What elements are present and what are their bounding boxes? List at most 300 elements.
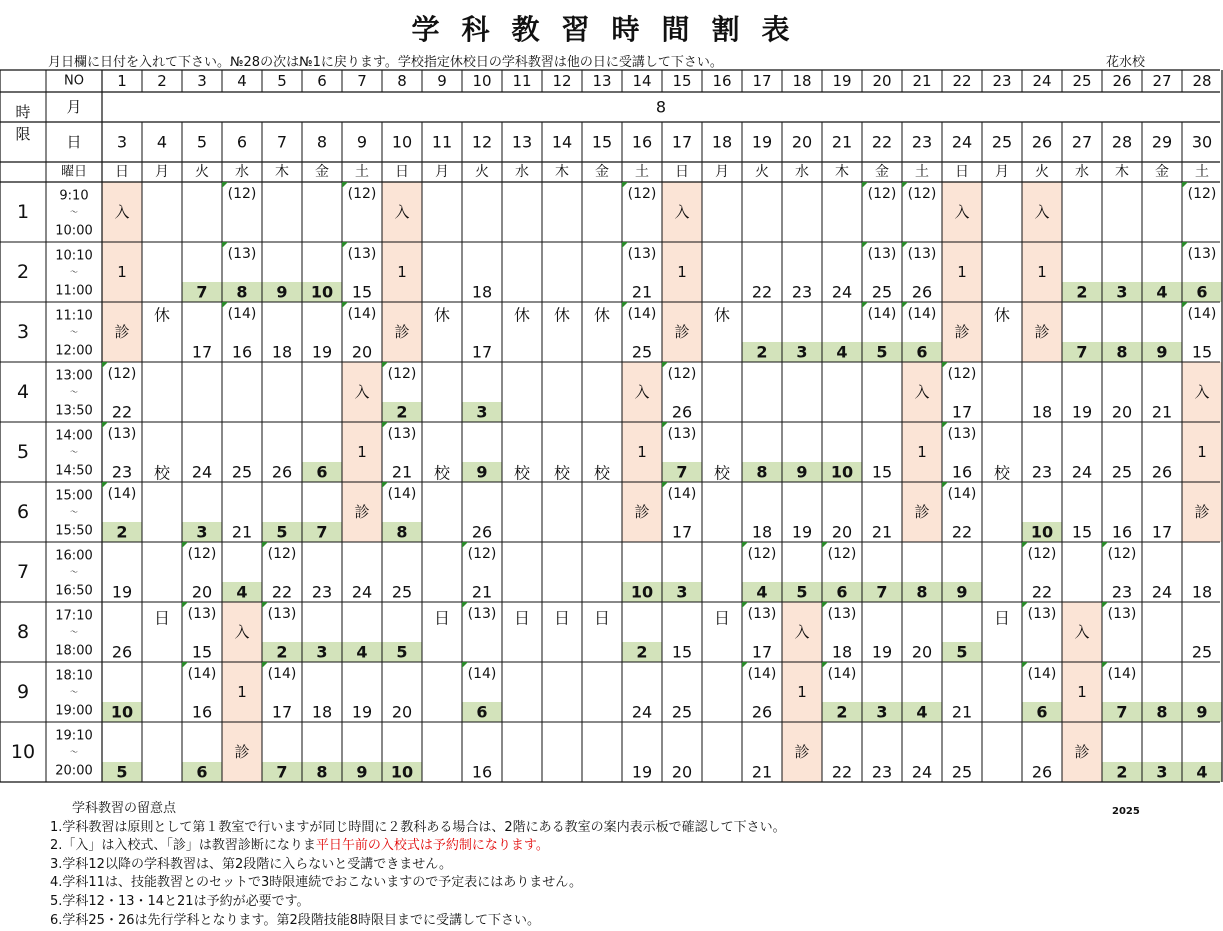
orientation-text: 1: [397, 263, 407, 281]
class-number: 9: [956, 582, 968, 602]
period-number: 8: [16, 621, 30, 643]
page-title: 学科教習時間割表: [411, 13, 812, 46]
class-number: 6: [316, 462, 328, 482]
date-value: 27: [1071, 132, 1093, 152]
column-number: 26: [1112, 72, 1132, 90]
class-number: 17: [671, 522, 693, 542]
reservation-mark: (14): [1107, 666, 1137, 682]
reservation-mark: (13): [907, 246, 937, 262]
reservation-mark: (14): [267, 666, 297, 682]
period-end: 20:00: [55, 763, 93, 779]
period-tilde: ～: [70, 327, 78, 337]
class-number: 6: [196, 762, 208, 782]
weekday-value: 日: [955, 164, 969, 180]
reservation-mark: (12): [467, 546, 497, 562]
period-tilde: ～: [70, 447, 78, 457]
class-number: 19: [791, 522, 813, 542]
period-end: 13:50: [55, 403, 93, 419]
reservation-mark: (12): [867, 186, 897, 202]
class-number: 2: [636, 642, 648, 662]
class-number: 2: [1116, 762, 1128, 782]
reservation-mark: (13): [627, 246, 657, 262]
date-value: 6: [236, 132, 248, 152]
class-number: 18: [1031, 402, 1053, 422]
column-number: 19: [832, 72, 852, 90]
weekday-value: 日: [115, 164, 129, 180]
holiday-text: 校: [713, 463, 731, 483]
column-number: 12: [552, 72, 572, 90]
class-number: 26: [1151, 462, 1173, 482]
class-number: 22: [1031, 582, 1053, 602]
weekday-value: 金: [595, 164, 609, 180]
holiday-text: 日: [153, 608, 171, 628]
period-end: 12:00: [55, 343, 93, 359]
orientation-text: 入: [1074, 623, 1090, 641]
orientation-text: 診: [1074, 743, 1090, 761]
reservation-mark: (12): [667, 366, 697, 382]
weekday-value: 水: [235, 164, 249, 180]
column-number: 17: [752, 72, 772, 90]
class-number: 17: [1151, 522, 1173, 542]
class-number: 21: [391, 462, 413, 482]
class-number: 21: [231, 522, 253, 542]
date-value: 26: [1031, 132, 1053, 152]
class-number: 19: [871, 642, 893, 662]
period-number: 4: [16, 381, 30, 403]
class-number: 15: [871, 462, 893, 482]
note-red-text: 平日午前の入校式は予約制になります。: [315, 838, 549, 854]
orientation-text: 1: [957, 263, 967, 281]
class-number: 22: [271, 582, 293, 602]
holiday-text: 日: [433, 608, 451, 628]
weekday-value: 土: [635, 164, 649, 180]
reservation-mark: (14): [827, 666, 857, 682]
class-number: 20: [831, 522, 853, 542]
holiday-text: 休: [713, 305, 731, 325]
class-number: 4: [916, 702, 928, 722]
class-number: 22: [751, 282, 773, 302]
class-number: 3: [796, 342, 808, 362]
reservation-mark: (12): [187, 546, 217, 562]
orientation-text: 入: [914, 383, 930, 401]
class-number: 17: [191, 342, 213, 362]
class-number: 9: [476, 462, 488, 482]
column-number: 22: [952, 72, 972, 90]
class-number: 4: [1196, 762, 1208, 782]
class-number: 21: [871, 522, 893, 542]
class-number: 3: [676, 582, 688, 602]
reservation-mark: (14): [467, 666, 497, 682]
date-value: 16: [631, 132, 653, 152]
orientation-text: 診: [1034, 323, 1050, 341]
orientation-text: 1: [237, 683, 247, 701]
class-number: 21: [471, 582, 493, 602]
orientation-text: 診: [234, 743, 250, 761]
period-start: 16:00: [55, 548, 93, 564]
reservation-mark: (14): [867, 306, 897, 322]
period-start: 14:00: [55, 428, 93, 444]
class-number: 5: [396, 642, 408, 662]
class-number: 4: [756, 582, 768, 602]
orientation-text: 1: [117, 263, 127, 281]
reservation-mark: (13): [387, 426, 417, 442]
class-number: 20: [1111, 402, 1133, 422]
date-value: 10: [391, 132, 413, 152]
class-number: 25: [391, 582, 413, 602]
orientation-text: 診: [914, 503, 930, 521]
class-number: 8: [916, 582, 928, 602]
note-text: 2.「入」は入校式、「診」は教習診断になりま: [50, 838, 316, 854]
period-number: 1: [16, 201, 30, 223]
reservation-mark: (14): [667, 486, 697, 502]
date-value: 20: [791, 132, 813, 152]
class-number: 10: [630, 582, 654, 602]
class-number: 16: [471, 762, 493, 782]
orientation-text: 1: [1037, 263, 1047, 281]
class-number: 6: [916, 342, 928, 362]
orientation-text: 診: [634, 503, 650, 521]
class-number: 16: [231, 342, 253, 362]
date-value: 15: [591, 132, 613, 152]
class-number: 22: [951, 522, 973, 542]
class-number: 25: [1111, 462, 1133, 482]
class-number: 9: [356, 762, 368, 782]
orientation-text: 入: [634, 383, 650, 401]
reservation-mark: (13): [747, 606, 777, 622]
date-value: 12: [471, 132, 493, 152]
day-header: 日: [66, 133, 82, 151]
date-value: 29: [1151, 132, 1173, 152]
period-start: 9:10: [59, 188, 89, 204]
orientation-text: 診: [954, 323, 970, 341]
class-number: 21: [1151, 402, 1173, 422]
orientation-text: 診: [794, 743, 810, 761]
period-tilde: ～: [70, 567, 78, 577]
orientation-text: 入: [1034, 203, 1050, 221]
weekday-value: 水: [1075, 164, 1089, 180]
class-number: 22: [111, 402, 133, 422]
class-number: 20: [911, 642, 933, 662]
class-number: 24: [831, 282, 853, 302]
class-number: 18: [271, 342, 293, 362]
period-end: 16:50: [55, 583, 93, 599]
class-number: 2: [276, 642, 288, 662]
reservation-mark: (14): [387, 486, 417, 502]
class-number: 5: [276, 522, 288, 542]
date-value: 13: [511, 132, 533, 152]
reservation-mark: (12): [107, 366, 137, 382]
orientation-text: 入: [954, 203, 970, 221]
reservation-mark: (12): [907, 186, 937, 202]
note-line: [50, 893, 786, 912]
month-value: 8: [655, 97, 667, 117]
column-number: 15: [672, 72, 692, 90]
reservation-mark: (13): [107, 426, 137, 442]
class-number: 23: [791, 282, 813, 302]
class-number: 7: [676, 462, 688, 482]
class-number: 20: [391, 702, 413, 722]
class-number: 7: [876, 582, 888, 602]
date-value: 24: [951, 132, 973, 152]
class-number: 23: [311, 582, 333, 602]
class-number: 7: [276, 762, 288, 782]
weekday-value: 金: [315, 164, 329, 180]
holiday-text: 休: [153, 305, 171, 325]
class-number: 6: [476, 702, 488, 722]
orientation-text: 診: [114, 323, 130, 341]
date-value: 8: [316, 132, 328, 152]
reservation-mark: (14): [187, 666, 217, 682]
date-value: 23: [911, 132, 933, 152]
reservation-mark: (12): [747, 546, 777, 562]
reservation-mark: (12): [347, 186, 377, 202]
weekday-value: 土: [915, 164, 929, 180]
reservation-mark: (14): [1027, 666, 1057, 682]
class-number: 20: [191, 582, 213, 602]
class-number: 6: [1196, 282, 1208, 302]
class-number: 15: [1191, 342, 1213, 362]
reservation-mark: (14): [627, 306, 657, 322]
reservation-mark: (13): [227, 246, 257, 262]
notes-section: [50, 800, 786, 930]
note-text: 6.学科25・26は先行学科となります。第2段階技能8時限目までに受講して下さい。: [50, 912, 540, 928]
date-value: 18: [711, 132, 733, 152]
column-number: 28: [1192, 72, 1212, 90]
weekday-value: 土: [355, 164, 369, 180]
instruction-text: 月日欄に日付を入れて下さい。№28の次は№1に戻ります。学校指定休校日の学科教習は他の日に受講して下さい。: [48, 55, 723, 70]
class-number: 21: [631, 282, 653, 302]
column-number: 11: [512, 72, 532, 90]
class-number: 3: [476, 402, 488, 422]
reservation-mark: (14): [747, 666, 777, 682]
class-number: 8: [1156, 702, 1168, 722]
reservation-mark: (14): [107, 486, 137, 502]
period-end: 19:00: [55, 703, 93, 719]
class-number: 16: [191, 702, 213, 722]
class-number: 9: [796, 462, 808, 482]
class-number: 24: [191, 462, 213, 482]
note-line: [50, 800, 786, 819]
class-number: 25: [951, 762, 973, 782]
note-text: 4.学科11は、技能教習とのセットで3時限連続でおこないますので予定表にはありません。: [50, 875, 582, 891]
reservation-mark: (13): [947, 426, 977, 442]
no-header: NO: [64, 73, 84, 89]
reservation-mark: (13): [347, 246, 377, 262]
class-number: 17: [471, 342, 493, 362]
class-number: 18: [1191, 582, 1213, 602]
class-number: 2: [1076, 282, 1088, 302]
class-number: 19: [311, 342, 333, 362]
column-number: 14: [632, 72, 652, 90]
period-number: 9: [16, 681, 30, 703]
column-number: 2: [157, 72, 167, 90]
class-number: 19: [631, 762, 653, 782]
class-number: 19: [351, 702, 373, 722]
period-end: 18:00: [55, 643, 93, 659]
period-start: 17:10: [55, 608, 93, 624]
holiday-text: 日: [553, 608, 571, 628]
period-number: 2: [16, 261, 30, 283]
class-number: 20: [671, 762, 693, 782]
class-number: 2: [836, 702, 848, 722]
class-number: 24: [1071, 462, 1093, 482]
column-number: 5: [277, 72, 287, 90]
date-value: 17: [671, 132, 693, 152]
column-number: 13: [592, 72, 612, 90]
period-start: 10:10: [55, 248, 93, 264]
class-number: 24: [351, 582, 373, 602]
holiday-text: 日: [713, 608, 731, 628]
class-number: 18: [751, 522, 773, 542]
class-number: 26: [751, 702, 773, 722]
class-number: 25: [231, 462, 253, 482]
class-number: 2: [116, 522, 128, 542]
reservation-mark: (12): [827, 546, 857, 562]
class-number: 5: [796, 582, 808, 602]
class-number: 15: [351, 282, 373, 302]
class-number: 19: [1071, 402, 1093, 422]
period-header: 限: [15, 125, 31, 143]
class-number: 5: [876, 342, 888, 362]
weekday-value: 木: [555, 164, 569, 180]
class-number: 10: [310, 282, 334, 302]
weekday-value: 木: [275, 164, 289, 180]
column-number: 4: [237, 72, 247, 90]
date-value: 19: [751, 132, 773, 152]
reservation-mark: (13): [1107, 606, 1137, 622]
class-number: 24: [631, 702, 653, 722]
class-number: 25: [631, 342, 653, 362]
note-line: [50, 856, 786, 875]
orientation-text: 入: [114, 203, 130, 221]
period-end: 14:50: [55, 463, 93, 479]
holiday-text: 休: [593, 305, 611, 325]
period-end: 10:00: [55, 223, 93, 239]
holiday-text: 休: [553, 305, 571, 325]
reservation-mark: (13): [187, 606, 217, 622]
school-name: 花水校: [1106, 55, 1146, 70]
class-number: 10: [390, 762, 414, 782]
date-value: 4: [156, 132, 168, 152]
reservation-mark: (14): [227, 306, 257, 322]
period-start: 15:00: [55, 488, 93, 504]
class-number: 19: [111, 582, 133, 602]
class-number: 21: [951, 702, 973, 722]
period-number: 5: [16, 441, 30, 463]
reservation-mark: (14): [347, 306, 377, 322]
column-number: 10: [472, 72, 492, 90]
class-number: 20: [351, 342, 373, 362]
class-number: 18: [831, 642, 853, 662]
column-number: 24: [1032, 72, 1052, 90]
class-number: 23: [1031, 462, 1053, 482]
reservation-mark: (12): [227, 186, 257, 202]
class-number: 23: [1111, 582, 1133, 602]
class-number: 17: [271, 702, 293, 722]
class-number: 3: [1156, 762, 1168, 782]
note-line: [50, 819, 786, 838]
column-number: 8: [397, 72, 407, 90]
orientation-text: 診: [1194, 503, 1210, 521]
holiday-text: 日: [513, 608, 531, 628]
date-value: 30: [1191, 132, 1213, 152]
period-start: 18:10: [55, 668, 93, 684]
holiday-text: 校: [593, 463, 611, 483]
class-number: 15: [671, 642, 693, 662]
holiday-text: 日: [593, 608, 611, 628]
period-number: 3: [16, 321, 30, 343]
class-number: 18: [471, 282, 493, 302]
period-end: 15:50: [55, 523, 93, 539]
class-number: 10: [1030, 522, 1054, 542]
class-number: 4: [1156, 282, 1168, 302]
reservation-mark: (13): [1027, 606, 1057, 622]
date-value: 28: [1111, 132, 1133, 152]
class-number: 21: [751, 762, 773, 782]
period-start: 11:10: [55, 308, 93, 324]
weekday-value: 金: [1155, 164, 1169, 180]
class-number: 23: [871, 762, 893, 782]
orientation-text: 診: [394, 323, 410, 341]
class-number: 22: [831, 762, 853, 782]
period-tilde: ～: [70, 627, 78, 637]
class-number: 7: [316, 522, 328, 542]
period-tilde: ～: [70, 387, 78, 397]
date-value: 9: [356, 132, 368, 152]
weekday-value: 日: [395, 164, 409, 180]
class-number: 25: [1191, 642, 1213, 662]
period-number: 10: [10, 741, 36, 763]
weekday-value: 水: [795, 164, 809, 180]
column-number: 21: [912, 72, 932, 90]
class-number: 15: [1071, 522, 1093, 542]
class-number: 26: [911, 282, 933, 302]
class-number: 3: [196, 522, 208, 542]
class-number: 16: [1111, 522, 1133, 542]
column-number: 16: [712, 72, 732, 90]
class-number: 8: [756, 462, 768, 482]
holiday-text: 校: [433, 463, 451, 483]
class-number: 18: [311, 702, 333, 722]
weekday-value: 火: [1035, 164, 1049, 180]
orientation-text: 入: [234, 623, 250, 641]
column-number: 27: [1152, 72, 1172, 90]
class-number: 7: [196, 282, 208, 302]
class-number: 26: [671, 402, 693, 422]
class-number: 9: [1156, 342, 1168, 362]
reservation-mark: (13): [267, 606, 297, 622]
orientation-text: 1: [797, 683, 807, 701]
holiday-text: 校: [993, 463, 1011, 483]
period-tilde: ～: [70, 687, 78, 697]
class-number: 25: [871, 282, 893, 302]
weekday-value: 木: [835, 164, 849, 180]
class-number: 8: [396, 522, 408, 542]
class-number: 4: [836, 342, 848, 362]
column-number: 23: [992, 72, 1012, 90]
orientation-text: 1: [357, 443, 367, 461]
reservation-mark: (12): [947, 366, 977, 382]
class-number: 25: [671, 702, 693, 722]
class-number: 3: [1116, 282, 1128, 302]
class-number: 8: [316, 762, 328, 782]
reservation-mark: (14): [1187, 306, 1217, 322]
weekday-value: 月: [155, 164, 169, 180]
orientation-text: 入: [354, 383, 370, 401]
period-tilde: ～: [70, 747, 78, 757]
orientation-text: 1: [1077, 683, 1087, 701]
date-value: 14: [551, 132, 573, 152]
